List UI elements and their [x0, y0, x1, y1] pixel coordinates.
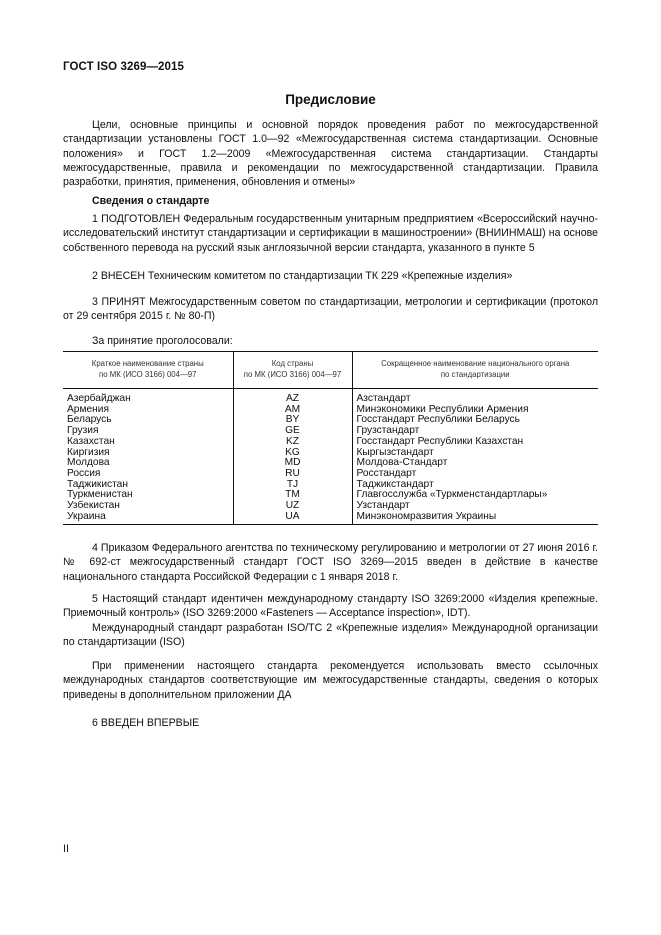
item-4-paragraph: 4 Приказом Федерального агентства по техническому регулированию и метрологии от 27 июня 2016 г. № 692-ст межгосударственный стандарт ГОСТ ISO 3269—2015 введен в действие в качестве национального стандарта Российской Федерации с 1 января 2018 г. — [63, 542, 598, 583]
table-header-row — [63, 352, 598, 389]
code-cell: RU — [233, 469, 352, 480]
item-2-paragraph: 2 ВНЕСЕН Техническим комитетом по стандартизации ТК 229 «Крепежные изделия» — [92, 270, 513, 282]
table-row — [63, 501, 598, 512]
country-cell: Молдова — [67, 457, 110, 469]
code-cell: AM — [233, 405, 352, 416]
header-org-line1: Сокращенное наименование национального органа — [381, 359, 570, 368]
header-org-line2: по стандартизации — [440, 369, 510, 379]
code-cell: AZ — [233, 389, 352, 405]
country-cell: Туркменистан — [67, 489, 133, 501]
header-country — [63, 352, 233, 389]
org-cell: Минэкономики Республики Армения — [352, 405, 598, 416]
org-cell: Молдова-Стандарт — [352, 458, 598, 469]
org-cell: Госстандарт Республики Казахстан — [352, 437, 598, 448]
code-cell: TM — [233, 490, 352, 501]
org-cell: Росстандарт — [352, 469, 598, 480]
table-row — [63, 490, 598, 501]
org-cell: Кыргызстандарт — [352, 448, 598, 459]
table-row — [63, 448, 598, 459]
header-org — [352, 352, 598, 389]
header-code — [233, 352, 352, 389]
table-row — [63, 469, 598, 480]
voters-label: За принятие проголосовали: — [92, 335, 233, 347]
code-cell: KZ — [233, 437, 352, 448]
table-row — [63, 437, 598, 448]
country-cell: Армения — [67, 403, 109, 415]
header-country-line2: по МК (ИСО 3166) 004—97 — [99, 369, 197, 379]
org-cell: Узстандарт — [352, 501, 598, 512]
code-cell: BY — [233, 415, 352, 426]
country-cell: Украина — [63, 512, 233, 525]
header-country-line1: Краткое наименование страны — [91, 359, 204, 368]
org-cell: Минэкономразвития Украины — [352, 512, 598, 525]
subheading: Сведения о стандарте — [92, 195, 210, 207]
country-cell: Узбекистан — [67, 500, 120, 512]
item-5-international-paragraph: Международный стандарт разработан ISO/TC 2 «Крепежные изделия» Международной организации по стандартизации (ISO) — [63, 622, 598, 649]
country-cell: Азербайджан — [67, 393, 131, 404]
org-cell: Госстандарт Республики Беларусь — [352, 415, 598, 426]
country-cell: Россия — [67, 467, 101, 479]
org-cell: Главгосслужба «Туркменстандартлары» — [352, 490, 598, 501]
document-id: ГОСТ ISO 3269—2015 — [63, 61, 185, 73]
intro-paragraph: Цели, основные принципы и основной порядок проведения работ по межгосударственной стандартизации установлены ГОСТ 1.0—92 «Межгосударственная система стандартизации. Основные положения» и ГОСТ 1.2—2009 «Межгосударственная система стандартизации. Стандарты межгосударственные, правила и рекомендации по межгосударственной стандартизации. Правила разработки, принятия, применения, обновления и отмены» — [63, 119, 598, 189]
code-cell: UZ — [233, 501, 352, 512]
page-number: II — [63, 843, 69, 855]
table-row — [63, 389, 598, 405]
header-code-line2: по МК (ИСО 3166) 004—97 — [243, 369, 342, 379]
code-cell: KG — [233, 448, 352, 459]
item-5-paragraph: 5 Настоящий стандарт идентичен международному стандарту ISO 3269:2000 «Изделия крепежные. Приемочный контроль» (ISO 3269:2000 «Fasteners — Acceptance inspection», IDT). — [63, 593, 598, 620]
item-3-paragraph: 3 ПРИНЯТ Межгосударственным советом по стандартизации, метрологии и сертификации (протокол от 29 сентября 2015 г. № 80-П) — [63, 296, 598, 323]
item-5-references-paragraph: При применении настоящего стандарта рекомендуется использовать вместо ссылочных международных стандартов соответствующие им межгосударственные стандарты, сведения о которых приведены в дополнительном приложении ДА — [63, 660, 598, 701]
table-row — [63, 415, 598, 426]
header-code-line1: Код страны — [271, 359, 314, 368]
table-row — [63, 512, 598, 525]
country-cell: Киргизия — [67, 446, 110, 458]
country-cell: Таджикистан — [67, 478, 128, 490]
country-cell: Казахстан — [67, 435, 115, 447]
code-cell: GE — [233, 426, 352, 437]
voting-states-table — [63, 351, 598, 525]
org-cell: Грузстандарт — [352, 426, 598, 437]
page-title: Предисловие — [285, 92, 376, 107]
country-cell: Грузия — [67, 425, 99, 437]
table-row — [63, 458, 598, 469]
org-cell: Таджикстандарт — [352, 480, 598, 491]
item-1-paragraph: 1 ПОДГОТОВЛЕН Федеральным государственным унитарным предприятием «Всероссийский научно-исследовательский институт стандартизации и сертификации в машиностроении» (ВНИИНМАШ) на основе собственного перевода на русский язык англоязычной версии стандарта, указанного в пункте 5 — [63, 213, 598, 254]
code-cell: UA — [233, 512, 352, 525]
code-cell: TJ — [233, 480, 352, 491]
code-cell: MD — [233, 458, 352, 469]
country-cell: Беларусь — [67, 414, 112, 426]
item-6-paragraph: 6 ВВЕДЕН ВПЕРВЫЕ — [92, 717, 200, 729]
org-cell: Азстандарт — [352, 389, 598, 405]
